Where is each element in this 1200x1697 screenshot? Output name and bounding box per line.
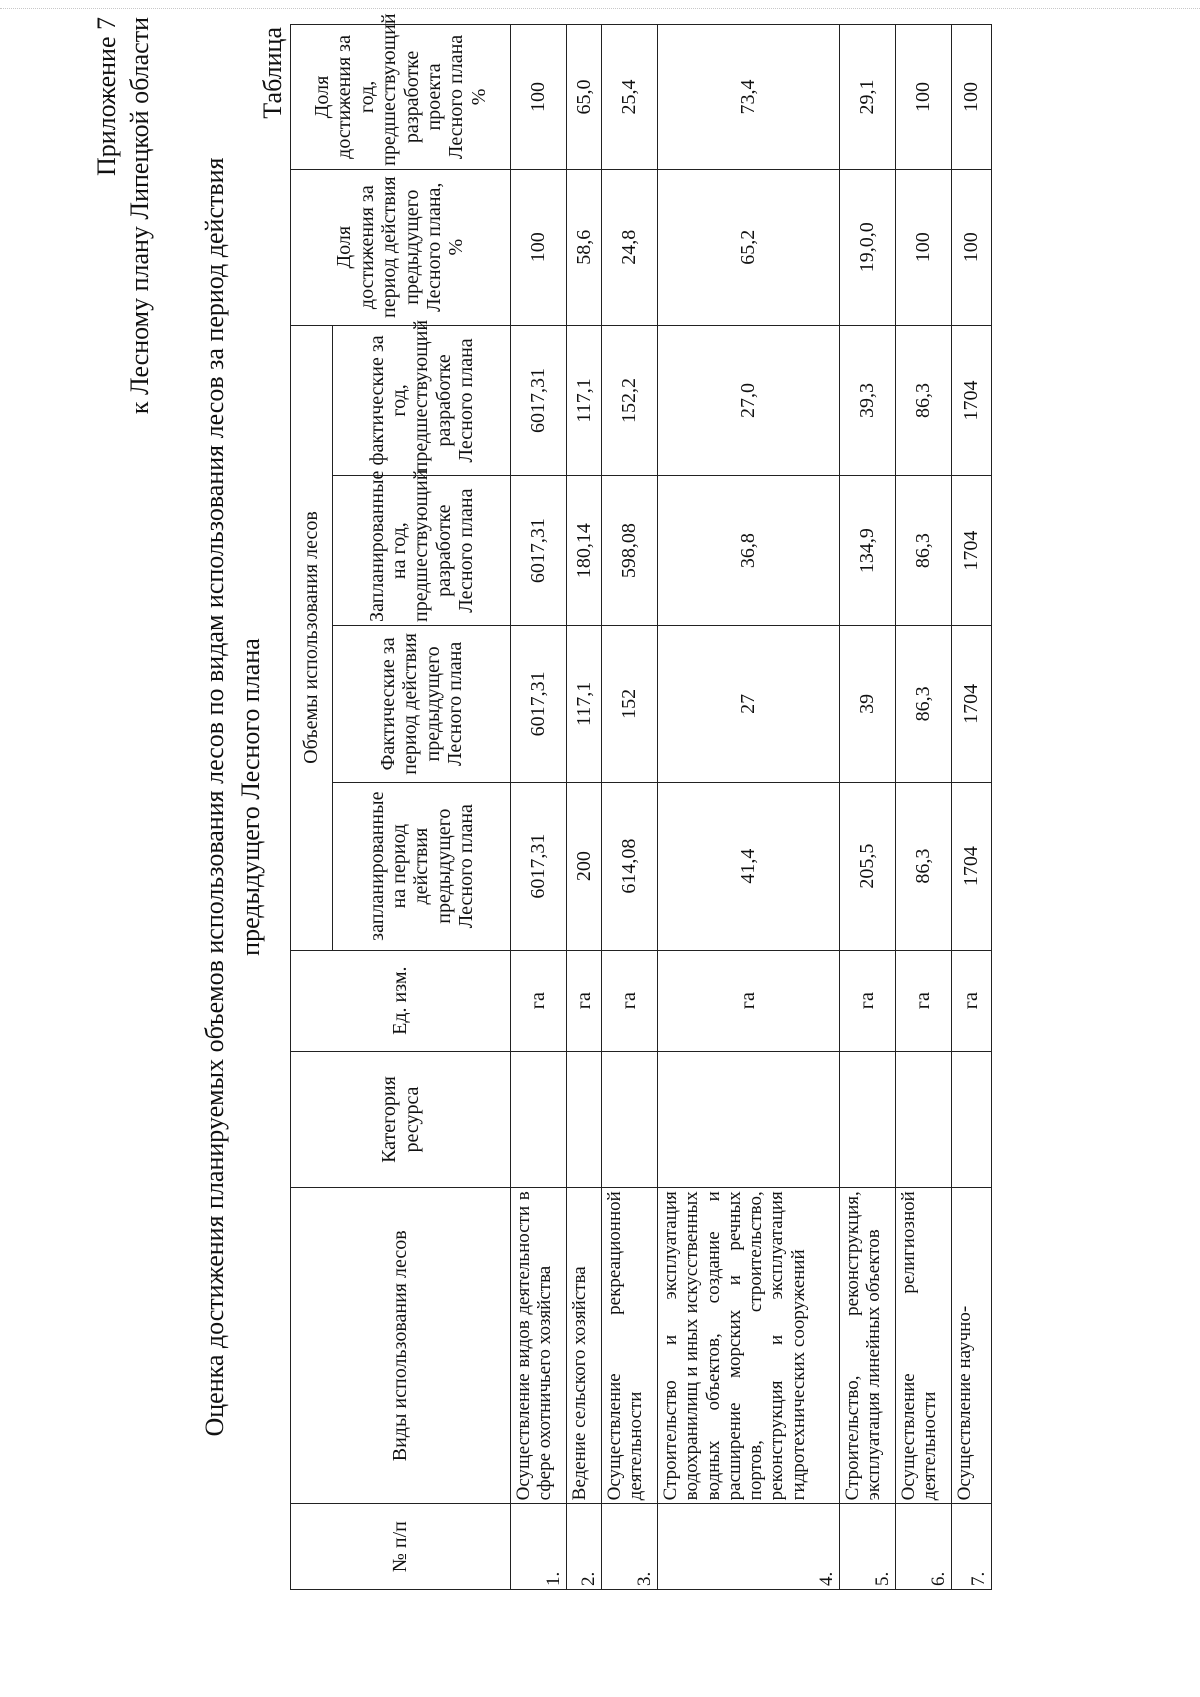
row-actual-period: 152: [602, 625, 658, 782]
header-unit: Ед. изм.: [291, 950, 511, 1051]
row-category: [840, 1051, 896, 1187]
row-planned-period: 614,08: [602, 782, 658, 950]
row-planned-year: 36,8: [658, 476, 840, 626]
row-num: 5.: [840, 1504, 896, 1590]
row-category: [567, 1051, 602, 1187]
table-row: [840, 25, 896, 1590]
table-label: Таблица: [258, 27, 287, 119]
row-actual-year: 27,0: [658, 325, 840, 476]
header-kind: Виды использования лесов: [291, 1188, 511, 1504]
row-actual-period: 6017,31: [511, 625, 567, 782]
row-unit: га: [511, 950, 567, 1051]
row-share-period: 100: [952, 169, 992, 325]
row-unit: га: [896, 950, 952, 1051]
row-num: 7.: [952, 1504, 992, 1590]
row-share-year: 29,1: [840, 25, 896, 170]
document-title-line-1: Оценка достижения планируемых объемов использования лесов по видам использования лесов за период действия: [200, 157, 229, 1437]
row-share-period: 24,8: [602, 169, 658, 325]
row-unit: га: [567, 950, 602, 1051]
row-share-year: 100: [952, 25, 992, 170]
row-planned-period: 86,3: [896, 782, 952, 950]
row-kind: Строительство, реконструкция, эксплуатация линейных объектов: [840, 1188, 896, 1504]
row-share-period: 58,6: [567, 169, 602, 325]
header-share-year: Доля достижения за год, предшествующий разработке проекта Лесного плана %: [291, 25, 511, 170]
row-planned-year: 1704: [952, 476, 992, 626]
row-kind: Осуществление видов деятельности в сфере охотничьего хозяйства: [511, 1188, 567, 1504]
header-category: Категория ресурса: [291, 1051, 511, 1187]
row-actual-year: 152,2: [602, 325, 658, 476]
row-planned-year: 134,9: [840, 476, 896, 626]
row-actual-period: 86,3: [896, 625, 952, 782]
row-category: [952, 1051, 992, 1187]
row-category: [658, 1051, 840, 1187]
table-row: [602, 25, 658, 1590]
appendix-title: Приложение 7: [92, 17, 121, 177]
row-unit: га: [602, 950, 658, 1051]
appendix-subtitle: к Лесному плану Липецкой области: [125, 17, 154, 415]
row-share-year: 65,0: [567, 25, 602, 170]
header-planned-period: запланированные на период действия предыдущего Лесного плана: [333, 782, 511, 950]
table-row: [896, 25, 952, 1590]
row-planned-year: 598,08: [602, 476, 658, 626]
row-planned-period: 1704: [952, 782, 992, 950]
row-planned-period: 41,4: [658, 782, 840, 950]
table-row: [658, 25, 840, 1590]
header-num: № п/п: [291, 1504, 511, 1590]
row-num: 3.: [602, 1504, 658, 1590]
row-unit: га: [658, 950, 840, 1051]
row-actual-period: 39: [840, 625, 896, 782]
row-share-year: 100: [511, 25, 567, 170]
row-kind: Ведение сельского хозяйства: [567, 1188, 602, 1504]
row-planned-year: 180,14: [567, 476, 602, 626]
row-planned-year: 86,3: [896, 476, 952, 626]
table-row: [952, 25, 992, 1590]
row-planned-period: 6017,31: [511, 782, 567, 950]
row-share-period: 100: [511, 169, 567, 325]
row-unit: га: [952, 950, 992, 1051]
forest-use-table: [290, 13, 992, 1590]
row-actual-period: 27: [658, 625, 840, 782]
row-actual-year: 1704: [952, 325, 992, 476]
row-category: [896, 1051, 952, 1187]
row-kind: Осуществление научно-: [952, 1188, 992, 1504]
row-share-period: 100: [896, 169, 952, 325]
row-num: 2.: [567, 1504, 602, 1590]
header-planned-year: Запланированные на год, предшествующий разработке Лесного плана: [333, 476, 511, 626]
row-kind: Строительство и эксплуатация водохранилищ и иных искусственных водных объектов, создание и расширение морских и речных портов, строительство, реконструкция и эксплуатация гидротехнических сооружений: [658, 1188, 840, 1504]
row-num: 4.: [658, 1504, 840, 1590]
row-actual-period: 1704: [952, 625, 992, 782]
row-planned-period: 205,5: [840, 782, 896, 950]
header-actual-period: Фактические за период действия предыдущего Лесного плана: [333, 625, 511, 782]
row-share-year: 25,4: [602, 25, 658, 170]
row-planned-period: 200: [567, 782, 602, 950]
row-num: 6.: [896, 1504, 952, 1590]
row-actual-year: 39,3: [840, 325, 896, 476]
row-actual-period: 117,1: [567, 625, 602, 782]
row-planned-year: 6017,31: [511, 476, 567, 626]
row-unit: га: [840, 950, 896, 1051]
header-actual-year: фактические за год, предшествующий разработке Лесного плана: [333, 325, 511, 476]
row-share-year: 100: [896, 25, 952, 170]
row-actual-year: 86,3: [896, 325, 952, 476]
row-share-year: 73,4: [658, 25, 840, 170]
table-row: [511, 25, 567, 1590]
row-actual-year: 117,1: [567, 325, 602, 476]
row-category: [511, 1051, 567, 1187]
row-kind: Осуществление рекреационной деятельности: [602, 1188, 658, 1504]
row-share-period: 19,0,0: [840, 169, 896, 325]
header-share-period: Доля достижения за период действия предыдущего Лесного плана, %: [291, 169, 511, 325]
row-share-period: 65,2: [658, 169, 840, 325]
row-kind: Осуществление религиозной деятельности: [896, 1188, 952, 1504]
row-actual-year: 6017,31: [511, 325, 567, 476]
table-row: [567, 25, 602, 1590]
header-volumes: Объемы использования лесов: [291, 325, 333, 950]
row-num: 1.: [511, 1504, 567, 1590]
row-category: [602, 1051, 658, 1187]
document-title-line-2: предыдущего Лесного плана: [236, 638, 265, 956]
